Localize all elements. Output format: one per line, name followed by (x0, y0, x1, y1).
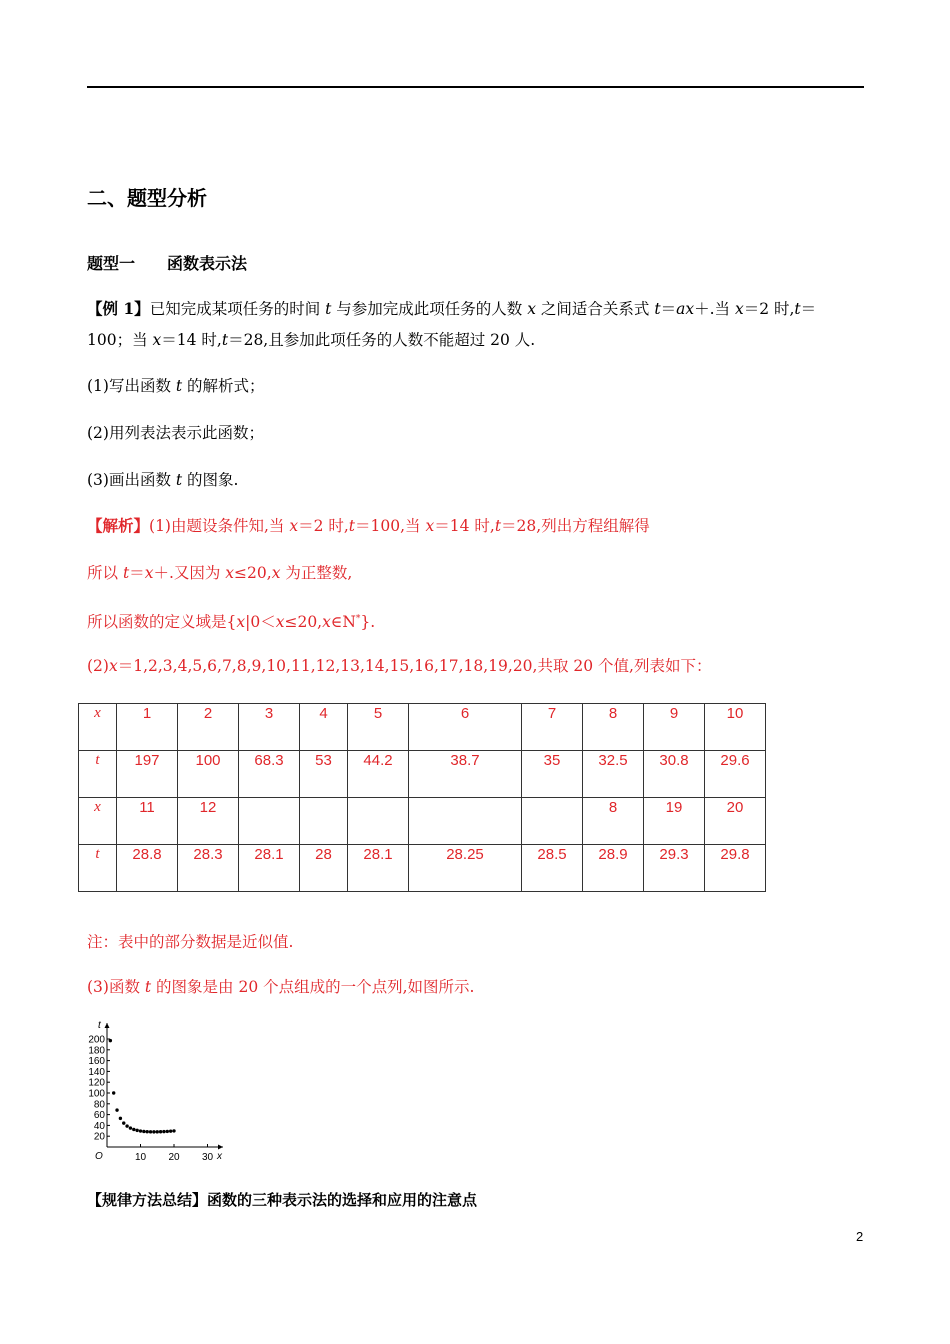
y-tick-label: 120 (88, 1077, 105, 1089)
table-cell: 4 (300, 704, 348, 751)
table-cell: 29.6 (705, 751, 766, 798)
page-number: 2 (856, 1229, 864, 1244)
solution-line-1: 【解析】(1)由题设条件知,当 x＝2 时,t＝100,当 x＝14 时,t＝28,列出方程组解得 (87, 516, 650, 535)
data-point (159, 1130, 162, 1133)
subsection-title: 题型一 函数表示法 (87, 254, 248, 273)
table-cell: 12 (178, 798, 239, 845)
y-tick-label: 100 (88, 1088, 105, 1100)
data-point (142, 1130, 145, 1133)
data-point (156, 1130, 159, 1133)
table-row (79, 704, 766, 751)
x-axis-label: x (217, 1151, 222, 1162)
section-title: 二、题型分析 (87, 186, 207, 210)
data-point (115, 1108, 118, 1111)
table-cell: 29.3 (644, 845, 705, 892)
data-point (172, 1129, 175, 1132)
table-note: 注：表中的部分数据是近似值. (87, 933, 294, 951)
data-point (169, 1129, 172, 1132)
table-row (79, 798, 766, 845)
data-point (139, 1129, 142, 1132)
table-cell: 8 (583, 798, 644, 845)
table-row (79, 845, 766, 892)
solution-line-3: 所以函数的定义域是{x|0＜x≤20,x∈N*}. (87, 613, 376, 632)
table-cell: 20 (705, 798, 766, 845)
data-point (112, 1091, 115, 1094)
x-tick-label: 20 (168, 1152, 180, 1163)
table-cell: 2 (178, 704, 239, 751)
table-cell: 38.7 (409, 751, 522, 798)
table-cell: 197 (117, 751, 178, 798)
table-cell: 19 (644, 798, 705, 845)
question-2: (2)用列表法表示此函数； (87, 424, 264, 442)
data-point (129, 1126, 132, 1129)
summary-heading: 【规律方法总结】函数的三种表示法的选择和应用的注意点 (87, 1191, 478, 1209)
table-cell: 100 (178, 751, 239, 798)
solution-line-2: 所以 t＝x＋.又因为 x≤20,x 为正整数, (87, 564, 353, 582)
data-point (162, 1130, 165, 1133)
table-cell: 44.2 (348, 751, 409, 798)
origin-label: O (95, 1151, 103, 1162)
table-cell: 28 (300, 845, 348, 892)
table-cell: 6 (409, 704, 522, 751)
example-tag: 【例 1】 (87, 299, 150, 318)
table-cell: 28.25 (409, 845, 522, 892)
table-cell: 32.5 (583, 751, 644, 798)
table-cell: 28.9 (583, 845, 644, 892)
solution-line-4: (2)x＝1,2,3,4,5,6,7,8,9,10,11,12,13,14,15,16,17,18,19,20,共取 20 个值,列表如下： (87, 657, 712, 675)
table-cell: 28.3 (178, 845, 239, 892)
table-cell: 7 (522, 704, 583, 751)
table-cell: 29.8 (705, 845, 766, 892)
question-3: (3)画出函数 t 的图象. (87, 471, 239, 489)
x-axis-arrow (218, 1145, 223, 1150)
data-point (152, 1130, 155, 1133)
y-tick-label: 180 (88, 1045, 105, 1057)
table-row-label: t (79, 845, 117, 892)
y-tick-label: 200 (88, 1034, 105, 1046)
data-point (135, 1129, 138, 1132)
data-point (132, 1128, 135, 1131)
data-point (125, 1124, 128, 1127)
table-cell (300, 798, 348, 845)
table-cell: 11 (117, 798, 178, 845)
data-point (119, 1117, 122, 1120)
table-cell: 3 (239, 704, 300, 751)
table-cell: 5 (348, 704, 409, 751)
table-row-label: x (79, 798, 117, 845)
table-cell: 9 (644, 704, 705, 751)
table-cell (409, 798, 522, 845)
example-line-1: 【例 1】已知完成某项任务的时间 t 与参加完成此项任务的人数 x 之间适合关系式 t＝ax＋.当 x＝2 时,t＝ (87, 299, 817, 318)
part-3-text: (3)函数 t 的图象是由 20 个点组成的一个点列,如图所示. (87, 978, 475, 996)
table-cell: 1 (117, 704, 178, 751)
table-row-label: x (79, 704, 117, 751)
table-cell: 28.8 (117, 845, 178, 892)
table-row-label: t (79, 751, 117, 798)
x-tick-label: 10 (134, 1152, 147, 1163)
y-tick-label: 140 (88, 1066, 105, 1078)
y-axis-arrow (105, 1023, 110, 1028)
x-tick-label: 30 (201, 1152, 214, 1163)
table-cell: 35 (522, 751, 583, 798)
table-cell: 28.1 (239, 845, 300, 892)
data-point (122, 1121, 125, 1124)
table-cell (348, 798, 409, 845)
data-point (166, 1130, 169, 1133)
question-1: (1)写出函数 t 的解析式； (87, 377, 265, 395)
table-cell: 53 (300, 751, 348, 798)
y-tick-label: 40 (93, 1120, 105, 1132)
y-axis-label: t (98, 1020, 101, 1031)
y-tick-label: 160 (88, 1056, 105, 1068)
table-cell: 30.8 (644, 751, 705, 798)
y-tick-label: 60 (93, 1110, 105, 1122)
table-cell: 8 (583, 704, 644, 751)
example-line-2: 100；当 x＝14 时,t＝28,且参加此项任务的人数不能超过 20 人. (87, 331, 536, 349)
value-table (78, 703, 766, 892)
data-point (149, 1130, 152, 1133)
table-cell: 68.3 (239, 751, 300, 798)
scatter-plot (80, 1017, 230, 1167)
solution-tag: 【解析】 (87, 516, 150, 535)
table-cell: 10 (705, 704, 766, 751)
table-cell (522, 798, 583, 845)
data-point (146, 1130, 149, 1133)
table-cell: 28.5 (522, 845, 583, 892)
header-rule (87, 86, 864, 88)
table-row (79, 751, 766, 798)
table-cell: 28.1 (348, 845, 409, 892)
table-cell (239, 798, 300, 845)
y-tick-label: 80 (93, 1099, 105, 1111)
y-tick-label: 20 (93, 1131, 105, 1143)
data-point (109, 1039, 112, 1042)
